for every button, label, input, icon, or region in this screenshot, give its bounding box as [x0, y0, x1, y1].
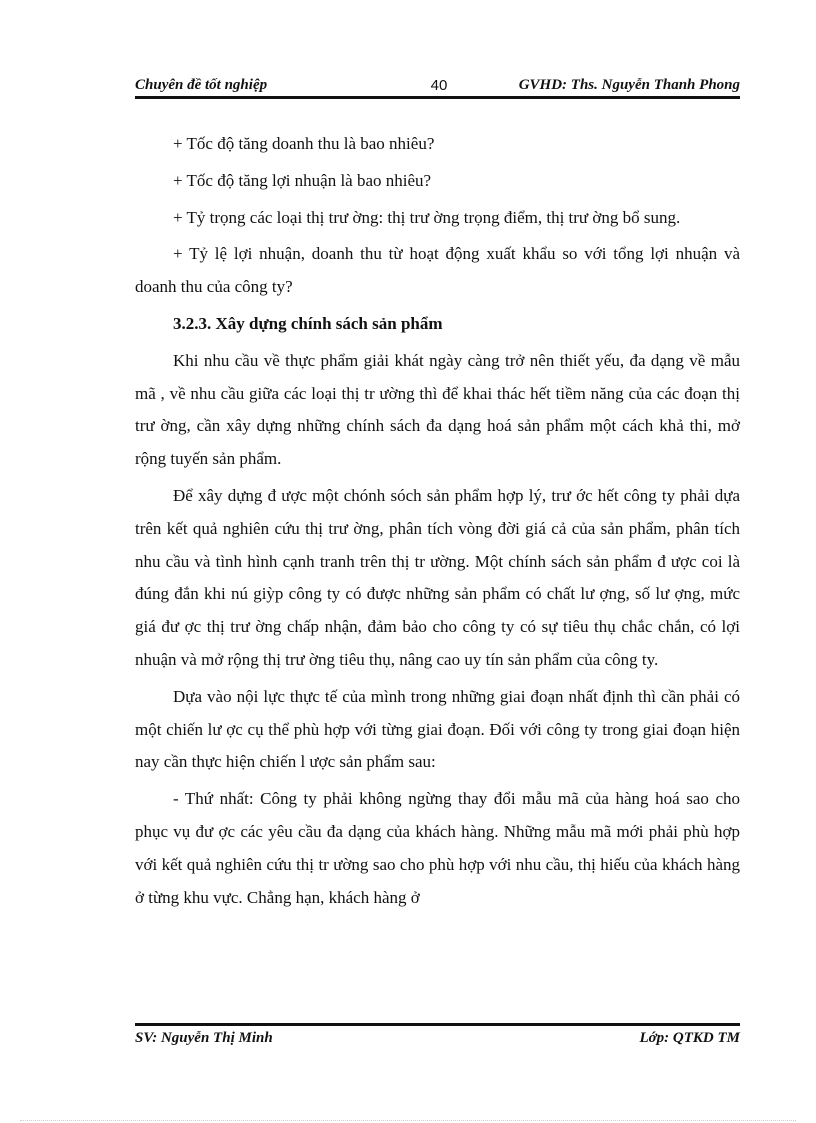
- paragraph: - Thứ nhất: Công ty phải không ngừng thay đổi mẫu mã của hàng hoá sao cho phục vụ đư ợc các yêu cầu đa dạng của khách hàng. Những mẫu mã mới phải phù hợp với kết quả nghiên cứu thị tr ường sao cho phù hợp với nhu cầu, thị hiếu của khách hàng ở từng khu vực. Chẳng hạn, khách hàng ở: [135, 789, 740, 907]
- header-title: Chuyên đề tốt nghiệp: [135, 77, 268, 93]
- document-body: [135, 128, 740, 914]
- paragraph: Để xây dựng đ ược một chónh sóch sản phẩm hợp lý, trư ớc hết công ty phải dựa trên kết quả nghiên cứu thị trư ờng, phân tích vòng đời giá cả của sản phẩm, phân tích nhu cầu và tình hình cạnh tranh trên thị tr ường. Một chính sách sản phẩm đ ược coi là đúng đắn khi nú giỳp công ty có được những sản phẩm có chất lư ợng, số lư ợng, mức giá đư ợc thị trư ờng chấp nhận, đảm bảo cho công ty có sự tiêu thụ chắc chắn, có lợi nhuận và mở rộng thị trư ờng tiêu thụ, nâng cao uy tín sản phẩm của công ty.: [135, 485, 740, 669]
- paragraph: + Tỷ lệ lợi nhuận, doanh thu từ hoạt động xuất khẩu so với tổng lợi nhuận và doanh thu của công ty?: [135, 244, 740, 297]
- paragraph: Khi nhu cầu về thực phẩm giải khát ngày càng trở nên thiết yếu, đa dạng về mẫu mã , về nhu cầu giữa các loại thị tr ường thì để khai thác hết tiềm năng của các đoạn thị trư ờng, cần xây dựng những chính sách đa dạng hoá sản phẩm một cách khả thi, mở rộng tuyến sản phẩm.: [135, 350, 740, 469]
- page-number: 40: [430, 77, 448, 94]
- paragraph: Dựa vào nội lực thực tế của mình trong những giai đoạn nhất định thì cần phải có một chiến lư ợc cụ thể phù hợp với từng giai đoạn. Đối với công ty trong giai đoạn hiện nay cần thực hiện chiến l ược sản phẩm sau:: [135, 686, 740, 772]
- paragraph: + Tốc độ tăng lợi nhuận là bao nhiêu?: [173, 170, 432, 190]
- page-edge-divider: [20, 1120, 796, 1121]
- page-header: [135, 74, 740, 96]
- section-heading: 3.2.3. Xây dựng chính sách sản phẩm: [173, 313, 443, 333]
- footer-student: SV: Nguyễn Thị Minh: [135, 1030, 273, 1046]
- footer-rule: [135, 1023, 740, 1026]
- header-rule: [135, 96, 740, 99]
- header-advisor: GVHD: Ths. Nguyễn Thanh Phong: [518, 77, 740, 93]
- page-footer: [135, 1028, 740, 1050]
- paragraph: + Tốc độ tăng doanh thu là bao nhiêu?: [173, 134, 435, 153]
- footer-class: Lớp: QTKD TM: [639, 1030, 740, 1046]
- paragraph: + Tỷ trọng các loại thị trư ờng: thị trư ờng trọng điểm, thị trư ờng bổ sung.: [173, 207, 681, 227]
